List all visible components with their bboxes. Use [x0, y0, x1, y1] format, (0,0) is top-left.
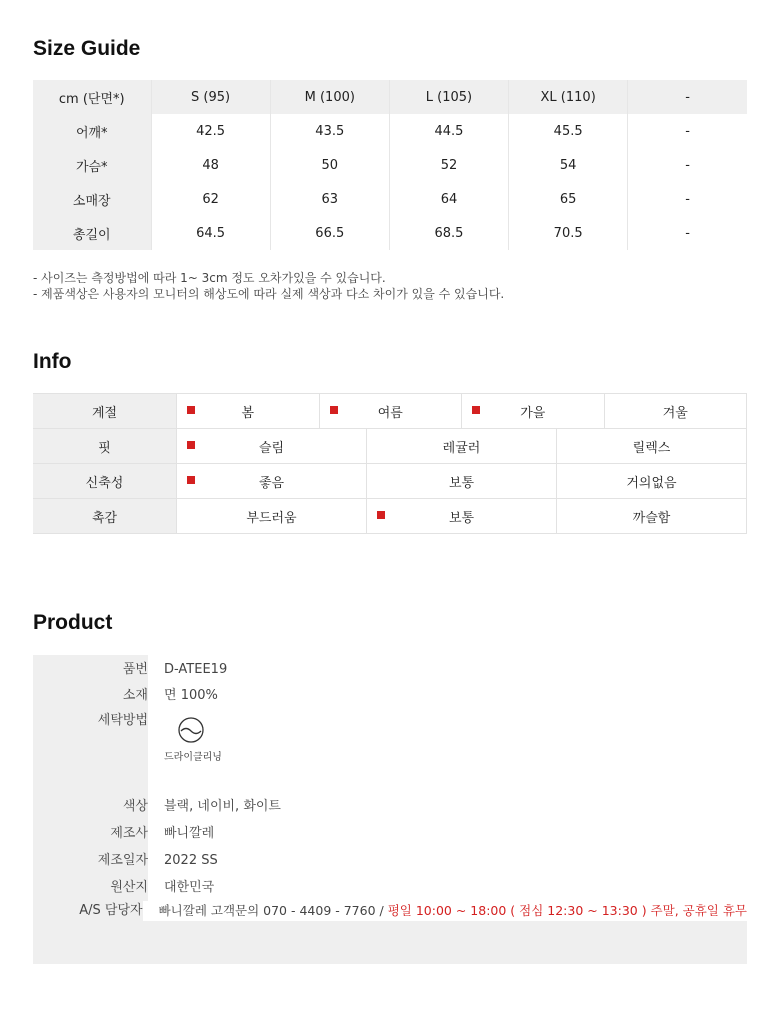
size-cell: 45.5: [509, 114, 628, 148]
size-header-cell: -: [628, 80, 747, 114]
info-option-label: 까슬함: [632, 510, 671, 526]
size-row-label: 총길이: [33, 216, 151, 250]
size-cell: 65: [509, 182, 628, 216]
info-option-label: 겨울: [662, 405, 688, 421]
size-cell: 62: [151, 182, 270, 216]
info-options: [176, 429, 747, 463]
product-label: 세탁방법: [33, 708, 148, 793]
product-label: 색상: [33, 793, 148, 820]
size-notes: [33, 270, 504, 302]
size-cell: 50: [270, 148, 389, 182]
size-note: - 사이즈는 측정방법에 따라 1~ 3cm 정도 오차가있을 수 있습니다.: [33, 271, 386, 285]
size-table-header: [33, 80, 747, 114]
size-table: [33, 80, 747, 250]
wash-method: [148, 708, 747, 793]
size-cell: 52: [389, 148, 508, 182]
product-row: [33, 874, 747, 901]
info-option-label: 슬림: [258, 440, 285, 456]
info-row: [33, 429, 747, 464]
as-contact: [143, 901, 747, 921]
info-options: [176, 499, 747, 533]
product-code: D-ATEE19: [164, 662, 228, 677]
product-colors: 블랙, 네이비, 화이트: [164, 799, 281, 814]
dry-clean-icon: [177, 716, 205, 744]
as-hours: 평일 10:00 ~ 18:00 ( 점심 12:30 ~ 13:30 ) 주말, 공휴일 휴무: [387, 903, 747, 918]
size-header-cell: L (105): [389, 80, 508, 114]
product-row: [33, 655, 747, 682]
size-cell: -: [628, 148, 747, 182]
selected-marker-icon: [330, 406, 338, 414]
size-row-label: 어깨*: [33, 114, 151, 148]
product-row: [33, 682, 747, 708]
info-option: [176, 464, 366, 498]
info-option: [556, 464, 746, 498]
size-cell: 48: [151, 148, 270, 182]
size-cell: 63: [270, 182, 389, 216]
size-cell: 44.5: [389, 114, 508, 148]
size-cell: 42.5: [151, 114, 270, 148]
selected-marker-icon: [472, 406, 480, 414]
info-option: [319, 394, 462, 428]
info-option-label: 부드러움: [246, 510, 297, 526]
product-row: [33, 793, 747, 820]
info-row: [33, 499, 747, 534]
info-option-label: 릴렉스: [632, 440, 671, 456]
size-cell: -: [628, 114, 747, 148]
product-footer: [33, 921, 747, 964]
info-row: [33, 464, 747, 499]
product-row: [33, 901, 747, 921]
info-option-label: 보통: [448, 510, 475, 526]
size-cell: 43.5: [270, 114, 389, 148]
size-header-cell: cm (단면*): [33, 80, 151, 114]
as-phone: 빠니깔레 고객문의 070 - 4409 - 7760 /: [158, 903, 384, 918]
wash-label: 드라이클리닝: [164, 752, 222, 763]
product-label: 제조사: [33, 820, 148, 847]
info-option-label: 레귤러: [442, 440, 481, 456]
table-row: [33, 216, 747, 250]
info-option-label: 가을: [520, 405, 546, 421]
table-row: [33, 148, 747, 182]
selected-marker-icon: [187, 441, 195, 449]
info-option: [604, 394, 747, 428]
product-row: [33, 820, 747, 847]
product-date: 2022 SS: [164, 853, 218, 868]
product-label: 제조일자: [33, 847, 148, 874]
info-option: [556, 429, 746, 463]
info-row-label: 핏: [33, 429, 176, 463]
info-option: [366, 499, 556, 533]
product-maker: 빠니깔레: [164, 826, 215, 841]
product-title: Product: [33, 611, 113, 634]
product-material: 면 100%: [164, 688, 218, 703]
info-option-label: 좋음: [258, 475, 285, 491]
info-options: [176, 464, 747, 498]
info-option-label: 거의없음: [626, 475, 677, 491]
size-header-cell: XL (110): [509, 80, 628, 114]
product-label: 소재: [33, 682, 148, 708]
table-row: [33, 114, 747, 148]
info-title: Info: [33, 350, 72, 373]
info-row: [33, 393, 747, 429]
size-header-cell: S (95): [151, 80, 270, 114]
size-cell: 68.5: [389, 216, 508, 250]
table-row: [33, 182, 747, 216]
selected-marker-icon: [187, 476, 195, 484]
selected-marker-icon: [187, 406, 195, 414]
info-option: [366, 464, 556, 498]
info-row-label: 계절: [33, 394, 176, 428]
size-header-cell: M (100): [270, 80, 389, 114]
size-cell: 64: [389, 182, 508, 216]
product-origin: 대한민국: [164, 880, 215, 895]
size-cell: -: [628, 182, 747, 216]
product-row: [33, 708, 747, 793]
size-cell: 70.5: [509, 216, 628, 250]
size-row-label: 소매장: [33, 182, 151, 216]
info-option: [556, 499, 746, 533]
info-option: [461, 394, 604, 428]
info-option-label: 보통: [448, 475, 475, 491]
size-row-label: 가슴*: [33, 148, 151, 182]
size-cell: 54: [509, 148, 628, 182]
info-row-label: 신축성: [33, 464, 176, 498]
info-option: [176, 499, 366, 533]
info-option-label: 봄: [241, 405, 255, 421]
size-note: - 제품색상은 사용자의 모니터의 해상도에 따라 실제 색상과 다소 차이가 있을 수 있습니다.: [33, 287, 505, 301]
info-options: [176, 394, 747, 428]
size-cell: -: [628, 216, 747, 250]
info-option-label: 여름: [377, 405, 403, 421]
product-label: 품번: [33, 655, 148, 682]
product-row: [33, 847, 747, 874]
size-guide-title: Size Guide: [33, 37, 141, 60]
product-label: 원산지: [33, 874, 148, 901]
selected-marker-icon: [377, 511, 385, 519]
product-label: A/S 담당자: [33, 901, 143, 921]
size-cell: 66.5: [270, 216, 389, 250]
size-cell: 64.5: [151, 216, 270, 250]
info-table: [33, 393, 747, 534]
info-option: [366, 429, 556, 463]
product-table: [33, 655, 747, 964]
info-row-label: 촉감: [33, 499, 176, 533]
info-option: [176, 394, 319, 428]
info-option: [176, 429, 366, 463]
